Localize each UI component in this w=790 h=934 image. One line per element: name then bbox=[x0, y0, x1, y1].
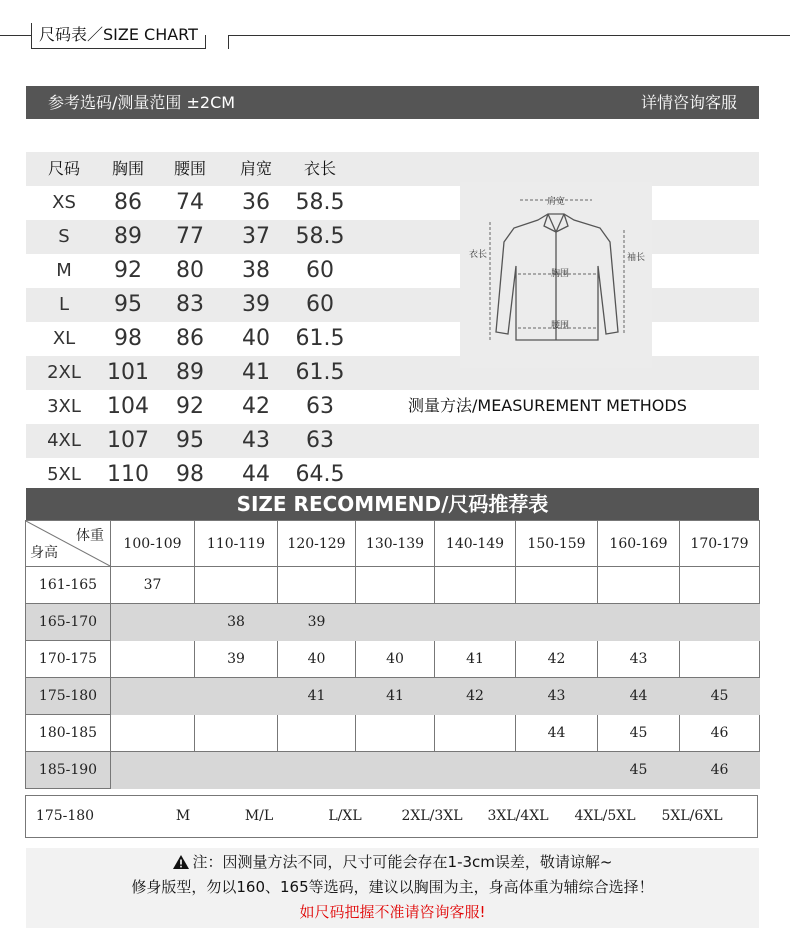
recommended-size: 44 bbox=[516, 715, 598, 752]
size-chart-header bbox=[26, 152, 759, 186]
weight-header: 140-149 bbox=[435, 521, 516, 567]
height-range: 161-165 bbox=[26, 567, 111, 604]
recommended-size: 40 bbox=[356, 641, 435, 678]
recommended-size: 45 bbox=[680, 678, 760, 715]
size-value: 89 bbox=[114, 224, 142, 249]
size-chart-column-header: 衣长 bbox=[303, 159, 336, 178]
size-value: 74 bbox=[176, 190, 204, 215]
recommended-size bbox=[516, 604, 598, 641]
weight-header: 170-179 bbox=[680, 521, 760, 567]
recommended-size bbox=[680, 604, 760, 641]
weight-header: 130-139 bbox=[356, 521, 435, 567]
recommend-row bbox=[26, 752, 760, 789]
size-value: 95 bbox=[176, 428, 204, 453]
recommended-size bbox=[195, 567, 278, 604]
recommended-size: 42 bbox=[435, 678, 516, 715]
recommended-size: 45 bbox=[598, 752, 680, 789]
recommended-size bbox=[195, 678, 278, 715]
size-value: 86 bbox=[176, 326, 204, 351]
recommended-size bbox=[195, 715, 278, 752]
size-value: 58.5 bbox=[295, 224, 345, 249]
recommended-size: 44 bbox=[598, 678, 680, 715]
size-value: 38 bbox=[242, 258, 270, 283]
weight-header: 100-109 bbox=[111, 521, 195, 567]
height-range: 185-190 bbox=[26, 752, 111, 789]
size-value: 95 bbox=[114, 292, 142, 317]
size-value: 89 bbox=[176, 360, 204, 385]
label-chest: 胸围 bbox=[550, 269, 570, 279]
recommended-size bbox=[356, 604, 435, 641]
size-label: 5XL bbox=[47, 464, 81, 485]
size-label: XS bbox=[52, 192, 76, 213]
notes-box bbox=[26, 848, 759, 928]
recommended-size bbox=[356, 752, 435, 789]
recommend-row bbox=[26, 715, 760, 752]
height-range: 175-180 bbox=[26, 678, 111, 715]
suggested-size: 4XL/5XL bbox=[574, 808, 636, 824]
shirt-measurement-icon bbox=[460, 182, 652, 368]
size-label: XL bbox=[52, 328, 76, 349]
recommended-size bbox=[435, 604, 516, 641]
label-sleeve: 袖长 bbox=[626, 253, 646, 263]
recommended-size bbox=[195, 752, 278, 789]
warning-icon bbox=[173, 855, 189, 869]
recommended-size: 41 bbox=[356, 678, 435, 715]
weight-header: 110-119 bbox=[195, 521, 278, 567]
size-value: 77 bbox=[176, 224, 204, 249]
recommended-size bbox=[111, 641, 195, 678]
size-value: 63 bbox=[306, 394, 334, 419]
recommend-row bbox=[26, 604, 760, 641]
size-value: 60 bbox=[306, 292, 334, 317]
recommended-size: 39 bbox=[278, 604, 356, 641]
recommended-size bbox=[680, 641, 760, 678]
recommended-size bbox=[111, 678, 195, 715]
size-value: 101 bbox=[107, 360, 149, 385]
size-suggestion-row bbox=[25, 795, 758, 838]
weight-header: 160-169 bbox=[598, 521, 680, 567]
recommended-size bbox=[356, 567, 435, 604]
recommended-size: 39 bbox=[195, 641, 278, 678]
recommended-size: 43 bbox=[516, 678, 598, 715]
size-chart-column-header: 尺码 bbox=[47, 159, 80, 178]
measurement-info-bar bbox=[26, 86, 759, 119]
recommended-size: 45 bbox=[598, 715, 680, 752]
size-chart-column-header: 胸围 bbox=[111, 159, 144, 178]
suggested-size: L/XL bbox=[328, 808, 362, 824]
recommended-size bbox=[111, 604, 195, 641]
recommended-size bbox=[435, 752, 516, 789]
recommend-corner bbox=[26, 521, 111, 567]
size-value: 63 bbox=[306, 428, 334, 453]
note-line-2: 修身版型，勿以160、165等选码，建议以胸围为主，身高体重为辅综合选择！ bbox=[131, 878, 654, 896]
recommended-size: 40 bbox=[278, 641, 356, 678]
suggested-size: M/L bbox=[244, 808, 274, 824]
size-value: 104 bbox=[107, 394, 149, 419]
garment-diagram bbox=[460, 182, 652, 368]
height-range: 170-175 bbox=[26, 641, 111, 678]
recommended-size bbox=[278, 715, 356, 752]
recommend-row bbox=[26, 641, 760, 678]
recommend-table bbox=[25, 520, 760, 789]
recommended-size bbox=[435, 715, 516, 752]
size-value: 92 bbox=[176, 394, 204, 419]
size-value: 37 bbox=[242, 224, 270, 249]
size-chart-column-header: 肩宽 bbox=[239, 159, 272, 178]
size-label: 2XL bbox=[47, 362, 81, 383]
recommended-size: 37 bbox=[111, 567, 195, 604]
suggested-size: M bbox=[175, 808, 191, 824]
size-value: 58.5 bbox=[295, 190, 345, 215]
recommended-size bbox=[278, 752, 356, 789]
size-value: 110 bbox=[107, 462, 149, 487]
size-value: 60 bbox=[306, 258, 334, 283]
size-value: 64.5 bbox=[295, 462, 345, 487]
recommended-size bbox=[356, 715, 435, 752]
size-value: 42 bbox=[242, 394, 270, 419]
corner-height-label: 身高 bbox=[30, 545, 58, 561]
size-value: 61.5 bbox=[295, 360, 345, 385]
recommended-size: 46 bbox=[680, 715, 760, 752]
size-value: 44 bbox=[242, 462, 270, 487]
recommend-title: SIZE RECOMMEND/尺码推荐表 bbox=[26, 488, 759, 520]
size-chart-row bbox=[26, 458, 759, 492]
height-range: 180-185 bbox=[26, 715, 111, 752]
header-rule-right-drop bbox=[228, 35, 229, 49]
size-label: 4XL bbox=[47, 430, 81, 451]
size-value: 41 bbox=[242, 360, 270, 385]
size-value: 80 bbox=[176, 258, 204, 283]
page-title bbox=[31, 23, 206, 47]
suggested-size: 5XL/6XL bbox=[661, 808, 723, 824]
recommended-size bbox=[111, 752, 195, 789]
label-waist: 腰围 bbox=[550, 321, 570, 331]
recommended-size bbox=[598, 567, 680, 604]
weight-header: 150-159 bbox=[516, 521, 598, 567]
size-value: 43 bbox=[242, 428, 270, 453]
recommended-size: 38 bbox=[195, 604, 278, 641]
size-value: 40 bbox=[242, 326, 270, 351]
size-value: 98 bbox=[176, 462, 204, 487]
size-value: 107 bbox=[107, 428, 149, 453]
size-chart-row bbox=[26, 424, 759, 458]
recommended-size bbox=[516, 567, 598, 604]
recommended-size bbox=[680, 567, 760, 604]
size-label: M bbox=[56, 260, 72, 281]
size-value: 98 bbox=[114, 326, 142, 351]
size-value: 83 bbox=[176, 292, 204, 317]
recommended-size: 43 bbox=[598, 641, 680, 678]
height-range: 165-170 bbox=[26, 604, 111, 641]
corner-weight-label: 体重 bbox=[76, 528, 104, 544]
size-value: 36 bbox=[242, 190, 270, 215]
recommended-size: 41 bbox=[435, 641, 516, 678]
recommended-size: 42 bbox=[516, 641, 598, 678]
suggestion-height-label: 175-180 bbox=[35, 808, 95, 824]
recommend-header-row bbox=[26, 521, 760, 567]
recommend-row bbox=[26, 567, 760, 604]
size-label: S bbox=[58, 226, 70, 247]
recommended-size bbox=[516, 752, 598, 789]
note-line-3: 如尺码把握不准请咨询客服! bbox=[299, 903, 486, 921]
measurement-range-text: 参考选码/测量范围 ±2CM bbox=[48, 93, 236, 112]
header-rule-right bbox=[228, 35, 790, 36]
size-value: 39 bbox=[242, 292, 270, 317]
suggested-size: 3XL/4XL bbox=[487, 808, 549, 824]
size-value: 86 bbox=[114, 190, 142, 215]
recommended-size: 46 bbox=[680, 752, 760, 789]
recommended-size bbox=[598, 604, 680, 641]
measurement-caption: 测量方法/MEASUREMENT METHODS bbox=[408, 396, 687, 415]
size-value: 92 bbox=[114, 258, 142, 283]
size-chart-column-header: 腰围 bbox=[173, 159, 206, 178]
page-title-text: 尺码表／SIZE CHART bbox=[39, 25, 198, 44]
size-value: 61.5 bbox=[295, 326, 345, 351]
recommended-size: 41 bbox=[278, 678, 356, 715]
label-length: 衣长 bbox=[468, 250, 488, 260]
customer-service-link[interactable]: 详情咨询客服 bbox=[640, 93, 737, 112]
suggested-size: 2XL/3XL bbox=[401, 808, 463, 824]
note-line-1: 注：因测量方法不同，尺寸可能会存在1-3cm误差，敬请谅解~ bbox=[192, 853, 613, 871]
recommended-size bbox=[435, 567, 516, 604]
size-label: L bbox=[58, 294, 70, 315]
weight-header: 120-129 bbox=[278, 521, 356, 567]
recommended-size bbox=[111, 715, 195, 752]
recommend-row bbox=[26, 678, 760, 715]
recommended-size bbox=[278, 567, 356, 604]
header-rule-left bbox=[0, 35, 31, 36]
size-label: 3XL bbox=[47, 396, 81, 417]
label-shoulder: 肩宽 bbox=[546, 197, 566, 207]
